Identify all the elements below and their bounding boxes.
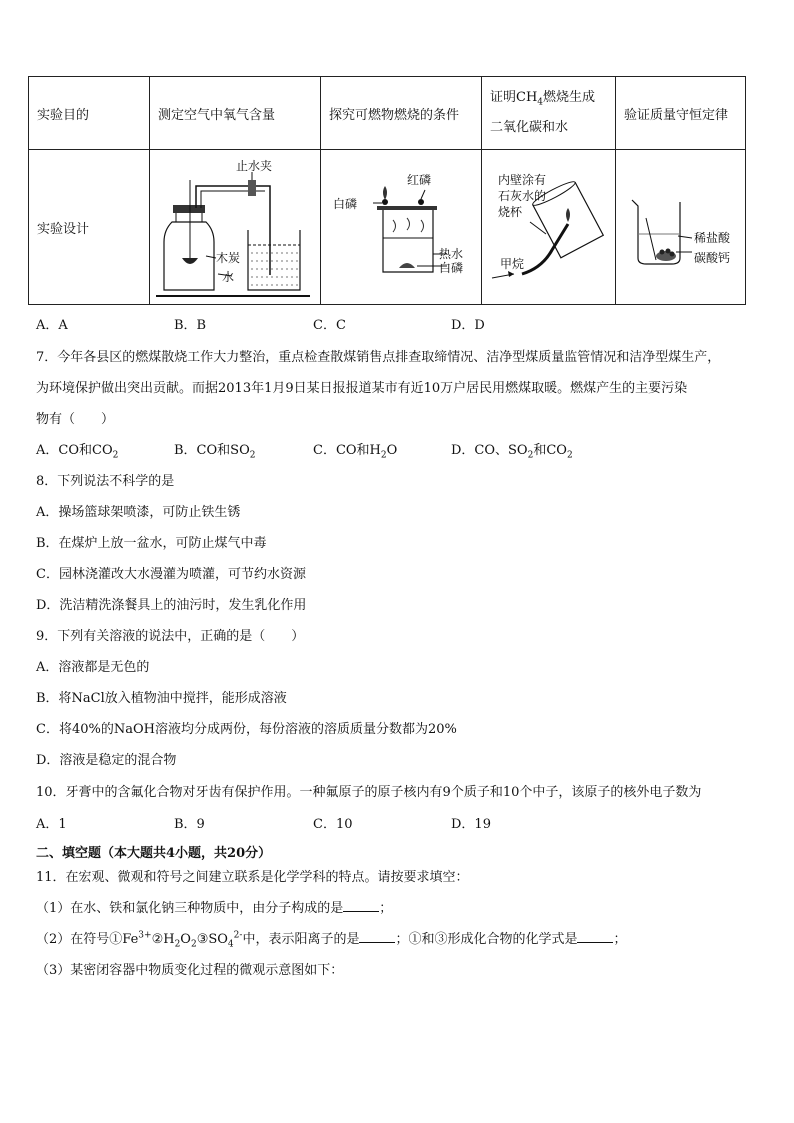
q11-p2-e: 中，表示阳离子的是 xyxy=(242,932,360,947)
q10-option-a[interactable]: A．1 xyxy=(36,817,67,832)
q11-part1 xyxy=(36,897,392,916)
q7-c-post: O xyxy=(386,443,398,458)
q11-p2-sup1: 3+ xyxy=(138,930,152,941)
label-hot-water: 热水 xyxy=(439,247,464,261)
q11-p2-answer-blank-1[interactable] xyxy=(359,930,395,943)
q11-p2-c: O xyxy=(180,932,191,947)
q11-p2-sub3: 4 xyxy=(227,939,234,950)
oxygen-apparatus-diagram xyxy=(150,150,320,304)
q7-d-sub2: 2 xyxy=(566,450,573,461)
label-white-phosphorus-bottom: 白磷 xyxy=(439,261,464,275)
q6-option-a[interactable]: A．A xyxy=(36,318,68,333)
q7-stem-line1: 7．今年各县区的燃煤散烧工作大力整治，重点检查散煤销售点排查取缔情况、洁净型煤质量监管情况和洁净型煤生产， xyxy=(36,350,721,365)
q10-option-b[interactable]: B．9 xyxy=(174,817,205,832)
q9-option-c[interactable]: C．将40%的NaOH溶液均分成两份，每份溶液的溶质质量分数都为20% xyxy=(36,722,457,737)
methane-sub: 4 xyxy=(537,97,544,108)
q8-option-a[interactable]: A．操场篮球架喷漆，可防止铁生锈 xyxy=(36,505,241,520)
q7-stem-line3: 物有（ ） xyxy=(36,412,115,427)
q11-p2-d: ③SO xyxy=(196,932,228,947)
q11-p2-f: ；①和③形成化合物的化学式是 xyxy=(395,932,578,947)
q11-part3: （3）某密闭容器中物质变化过程的微观示意图如下： xyxy=(36,963,344,978)
q11-p2-b: ②H xyxy=(151,932,175,947)
section-heading: 二、填空题（本大题共4小题，共20分） xyxy=(36,846,272,861)
q7-c-sub: 2 xyxy=(380,450,387,461)
q7-c-text: C．CO和H xyxy=(313,443,381,458)
q7-b-text: B．CO和SO xyxy=(174,443,250,458)
label-methane: 甲烷 xyxy=(500,257,525,271)
label-water: 水 xyxy=(222,270,235,284)
q6-option-c[interactable]: C．C xyxy=(313,318,346,333)
purpose-combustion: 探究可燃物燃烧的条件 xyxy=(321,77,482,150)
label-white-phosphorus-top: 白磷 xyxy=(333,197,358,211)
q7-option-c[interactable] xyxy=(313,439,397,461)
label-charcoal: 木炭 xyxy=(216,251,241,265)
q8-option-c[interactable]: C．园林浇灌改大水漫灌为喷灌，可节约水资源 xyxy=(36,567,306,582)
q11-p2-a: （2）在符号①Fe xyxy=(36,932,139,947)
q7-option-d[interactable] xyxy=(451,439,573,461)
q9-option-d[interactable]: D．溶液是稳定的混合物 xyxy=(36,753,177,768)
q10-option-c[interactable]: C．10 xyxy=(313,817,353,832)
methane-text-b: 燃烧生成 xyxy=(543,89,596,105)
label-clamp: 止水夹 xyxy=(236,159,273,173)
label-calcium-carbonate: 碳酸钙 xyxy=(694,251,731,265)
q7-stem-line2: 为环境保护做出突出贡献。而据2013年1月9日某日报报道某市有近10万户居民用燃煤取暖。燃煤产生的主要污染 xyxy=(36,381,688,396)
experiment-table xyxy=(28,76,746,305)
q11-p1-text: （1）在水、铁和氯化钠三种物质中，由分子构成的是 xyxy=(36,901,344,916)
q9-option-b[interactable]: B．将NaCl放入植物油中搅拌，能形成溶液 xyxy=(36,691,287,706)
methane-apparatus-diagram xyxy=(482,150,615,304)
q11-stem: 11．在宏观、微观和符号之间建立联系是化学学科的特点。请按要求填空： xyxy=(36,870,469,885)
row-label-design: 实验设计 xyxy=(29,150,150,305)
purpose-methane xyxy=(482,77,616,150)
q8-option-b[interactable]: B．在煤炉上放一盆水，可防止煤气中毒 xyxy=(36,536,267,551)
q11-p1-answer-blank[interactable] xyxy=(343,899,379,912)
q9-option-a[interactable]: A．溶液都是无色的 xyxy=(36,660,150,675)
table-row-design xyxy=(29,150,746,305)
figure-oxygen xyxy=(150,150,321,305)
combustion-apparatus-diagram xyxy=(321,150,481,304)
q7-d-sub1: 2 xyxy=(527,450,534,461)
purpose-oxygen: 测定空气中氧气含量 xyxy=(150,77,321,150)
mass-apparatus-diagram xyxy=(616,150,745,304)
label-red-phosphorus: 红磷 xyxy=(407,173,432,187)
q11-p2-sub1: 2 xyxy=(174,939,181,950)
purpose-mass: 验证质量守恒定律 xyxy=(616,77,746,150)
q7-d-mid: 和CO xyxy=(533,443,567,458)
q11-p1-end: ； xyxy=(379,901,393,916)
q11-p2-sup2: 2- xyxy=(233,930,243,941)
q7-option-a[interactable] xyxy=(36,439,118,461)
figure-mass xyxy=(616,150,746,305)
label-inner-wall-2: 石灰水的 xyxy=(498,189,547,203)
q7-a-sub: 2 xyxy=(112,450,119,461)
q6-option-b[interactable]: B．B xyxy=(174,318,207,333)
table-row-purpose xyxy=(29,77,746,150)
q8-stem: 8．下列说法不科学的是 xyxy=(36,474,175,489)
methane-text-a: 证明CH xyxy=(490,89,538,105)
figure-combustion xyxy=(321,150,482,305)
label-beaker: 烧杯 xyxy=(498,205,523,219)
q7-a-text: A．CO和CO xyxy=(36,443,113,458)
q8-option-d[interactable]: D．洗洁精洗涤餐具上的油污时，发生乳化作用 xyxy=(36,598,307,613)
q11-p2-sub2: 2 xyxy=(190,939,197,950)
q11-p2-g: ； xyxy=(613,932,627,947)
q11-p2-answer-blank-2[interactable] xyxy=(577,930,613,943)
q7-d-text: D．CO、SO xyxy=(451,443,528,458)
q6-option-d[interactable]: D．D xyxy=(451,318,485,333)
methane-text-c: 二氧化碳和水 xyxy=(490,120,569,136)
figure-methane xyxy=(482,150,616,305)
q9-stem: 9．下列有关溶液的说法中，正确的是（ ） xyxy=(36,629,305,644)
q10-stem: 10．牙膏中的含氟化合物对牙齿有保护作用。一种氟原子的原子核内有9个质子和10个中子，该原子的核外电子数为 xyxy=(36,785,702,800)
q11-part2 xyxy=(36,928,626,950)
label-hydrochloric-acid: 稀盐酸 xyxy=(694,231,731,245)
row-label-purpose: 实验目的 xyxy=(29,77,150,150)
q7-b-sub: 2 xyxy=(249,450,256,461)
q7-option-b[interactable] xyxy=(174,439,255,461)
label-inner-wall-1: 内壁涂有 xyxy=(498,173,547,187)
q10-option-d[interactable]: D．19 xyxy=(451,817,491,832)
